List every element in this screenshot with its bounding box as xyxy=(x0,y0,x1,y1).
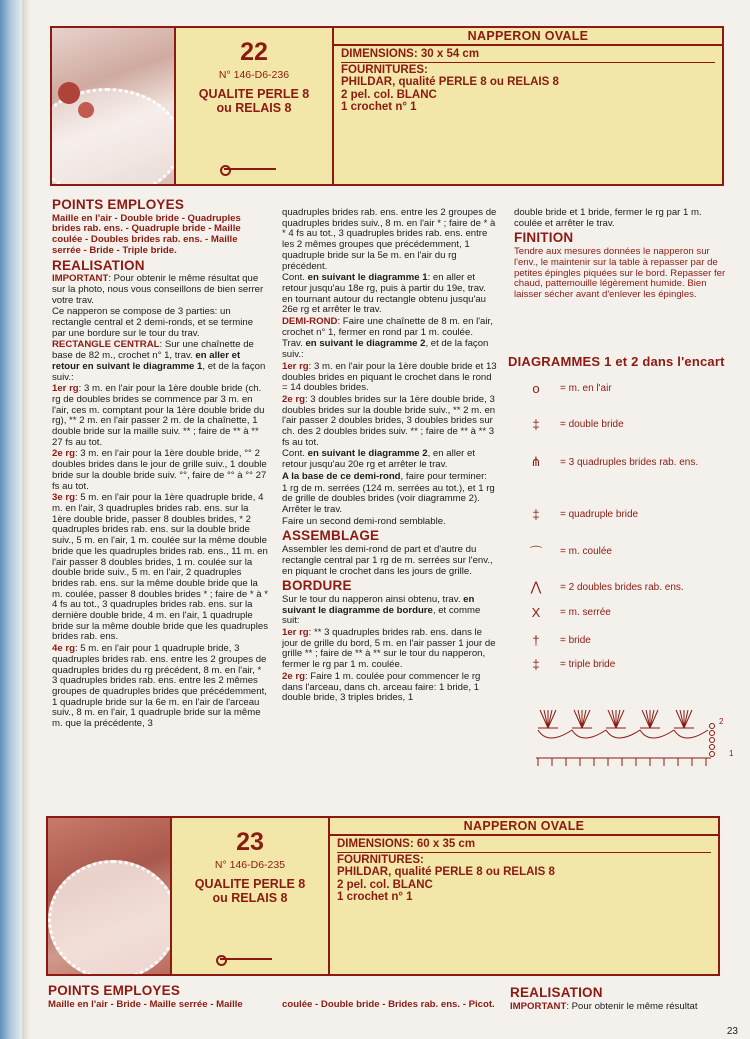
important-note: IMPORTANT: Pour obtenir le même résultat xyxy=(510,1000,698,1012)
crochet-hook-icon xyxy=(224,168,276,170)
section-heading: REALISATION xyxy=(510,985,603,1000)
bordure-diagram xyxy=(536,706,736,766)
bottom-col-2 xyxy=(282,1000,498,1012)
row-4: 4e rg: 5 m. en l'air pour 1 quadruple bride, 3 quadruples brides rab. ens. entre les 2 groupes de quadruples brides du rg précédent, 8 m. en l'air, * 3 quadruples brides rab. ens. entre les 2 mêmes groupes de quadruples brides que précédemment, 1 quadruple bride sur la 6e m. en l'air de l'arceau suiv., 8 m. en l'air, 1 quadruple bride sur la même m. que la précédente, 3 xyxy=(52,643,267,730)
stitch-symbol-icon: ‡ xyxy=(532,656,540,672)
bordure-row-1: 1er rg: ** 3 quadruples brides rab. ens. dans le jour de grille du bord, 5 m. en l'air passer 1 jour de grille ** ; faire de ** à ** sur le tour du napperon, fermer le rg par 1 m. coulée. xyxy=(282,627,496,671)
legend-label: = m. en l'air xyxy=(560,382,612,394)
yarn-quality: QUALITE PERLE 8 ou RELAIS 8 xyxy=(194,877,306,905)
dimensions: DIMENSIONS: 60 x 35 cm xyxy=(337,838,711,853)
legend-label: = triple bride xyxy=(560,658,616,670)
page-number: 23 xyxy=(726,1026,738,1037)
legend-label: = quadruple bride xyxy=(560,508,639,520)
supplies-label: FOURNITURES: xyxy=(341,63,428,76)
row-label: 2 xyxy=(719,717,724,726)
assemblage-text: Assembler les demi-rond de part et d'autre du rectangle central par 1 rg de m. serrées sur l'env., en piquant le crochet dans les jours de grille. xyxy=(282,544,493,577)
pattern-22-spec xyxy=(334,28,722,184)
supply-item: PHILDAR, qualité PERLE 8 ou RELAIS 8 xyxy=(337,866,555,879)
important-note: IMPORTANT: Pour obtenir le même résultat que sur la photo, nous vous conseillons de bien serrer votre trav. xyxy=(52,273,264,306)
base-instruction: A la base de ce demi-rond, faire pour terminer: xyxy=(282,470,487,482)
pattern-number: 23 xyxy=(236,828,264,856)
stitch-symbol-icon: o xyxy=(532,380,540,396)
supply-item: 2 pel. col. BLANC xyxy=(341,88,437,101)
base-list: 1 rg de m. serrées (124 m. serrées au tot.), et 1 rg de grille de doubles brides (voir diagramme 2). Arrêter le trav. xyxy=(282,482,495,515)
supply-item: 1 crochet n° 1 xyxy=(337,891,413,904)
legend-label: = bride xyxy=(560,634,591,646)
pattern-23-info xyxy=(172,818,330,974)
section-heading: FINITION xyxy=(514,230,574,246)
crochet-hook-icon xyxy=(220,958,272,960)
section-heading: REALISATION xyxy=(52,257,145,273)
pattern-22-info xyxy=(176,28,334,184)
pattern-23-photo xyxy=(48,818,172,974)
legend-label: = 3 quadruples brides rab. ens. xyxy=(560,456,699,468)
demi-row-1: 1er rg: 3 m. en l'air pour la 1ère double bride et 13 doubles brides en piquant le crochet dans le rond = 14 doubles brides. xyxy=(282,360,497,394)
yarn-quality: QUALITE PERLE 8 ou RELAIS 8 xyxy=(198,87,310,115)
pattern-title: NAPPERON OVALE xyxy=(334,28,722,46)
supplies-label: FOURNITURES: xyxy=(337,853,424,866)
pattern-title: NAPPERON OVALE xyxy=(330,818,718,836)
demi-rond-intro: DEMI-ROND: Faire une chaînette de 8 m. en l'air, crochet n° 1, fermer en rond par 1 m. coulée. xyxy=(282,316,493,338)
pattern-23-header xyxy=(46,816,720,976)
row-label: 1 xyxy=(729,749,734,758)
binding-edge xyxy=(0,0,22,1039)
stitch-symbol-icon: X xyxy=(531,604,541,620)
bordure-intro: Sur le tour du napperon ainsi obtenu, trav. en suivant le diagramme de bordure, et comme suit: xyxy=(282,593,481,627)
bottom-col-1 xyxy=(48,983,278,1011)
continue-instruction: Cont. en suivant le diagramme 2, en aller et retour jusqu'au 20e rg et arrêter le trav. xyxy=(282,448,476,471)
stitch-symbol-icon: ‡ xyxy=(532,506,540,522)
column-3 xyxy=(514,208,730,302)
bottom-col-3 xyxy=(510,985,730,1013)
second-piece: Faire un second demi-rond semblable. xyxy=(282,515,446,527)
row-2: 2e rg: 3 m. en l'air pour la 1ère double bride, °° 2 doubles brides dans le jour de grille suiv., 1 double bride sur la double bride suiv. °°, faire de °° à °° 27 fs au tot. xyxy=(52,448,267,492)
section-heading: POINTS EMPLOYES xyxy=(52,197,185,212)
pattern-22-header xyxy=(50,26,724,186)
bordure-row-2: 2e rg: Faire 1 m. coulée pour commencer le rg dans l'arceau, dans ch. arceau faire: 1 bride, 1 double bride, 3 triples brides, 1 xyxy=(282,670,481,704)
demi-rond-trav: Trav. en suivant le diagramme 2, et de la façon suiv.: xyxy=(282,338,489,361)
row-4-continued: quadruples brides rab. ens. entre les 2 groupes de quadruples brides suiv., 8 m. en l'air * ; faire de * à * 4 fs au tot., 3 quadruples brides rab. ens. entre les 2 mêmes groupes que précédemment, 1 quadruple bride sur la 5e m. en l'air du rg précédent. xyxy=(282,207,497,272)
supply-item: 2 pel. col. BLANC xyxy=(337,878,433,891)
legend-label: = m. serrée xyxy=(560,606,611,618)
legend-label: = m. coulée xyxy=(560,545,612,557)
binding-shadow xyxy=(22,0,30,1039)
diagram-legend xyxy=(508,350,738,372)
column-2 xyxy=(282,208,498,705)
legend-label: = double bride xyxy=(560,418,624,430)
pattern-22-photo xyxy=(52,28,176,184)
stitch-symbol-icon: ⋀ xyxy=(530,579,542,594)
stitch-symbol-icon: ‡ xyxy=(532,416,540,432)
pattern-number: 22 xyxy=(240,38,268,66)
stitch-symbol-icon: ⌒ xyxy=(529,544,543,560)
legend-label: = 2 doubles brides rab. ens. xyxy=(560,581,684,593)
stitch-symbol-icon: ⋔ xyxy=(530,454,542,469)
intro-text: Ce napperon se compose de 3 parties: un rectangle central et 2 demi-ronds, et se termine par une bordure sur le tour du trav. xyxy=(52,306,254,339)
section-heading: BORDURE xyxy=(282,578,352,594)
demi-row-2: 2e rg: 3 doubles brides sur la 1ère double bride, 3 doubles brides sur la double bride suiv., ** 2 m. en l'air passer 2 doubles brides, 3 doubles brides sur ch. des 2 doubles brides suiv. ** ; faire de ** à ** 3 fs au tot. xyxy=(282,393,496,448)
row-3: 3e rg: 5 m. en l'air pour la 1ère quadruple bride, 4 m. en l'air, 3 quadruples brides rab. ens. sur la 1ère double bride, passer 8 doubles brides, * 2 quadruples brides rab. ens. sur la double bride suiv., 5 m. en l'air, 1 m. coulée sur la même double bride que les quadruples brides rab. ens., 11 m. en l'air passer 8 doubles brides, 1 m. coulée sur la double bride suiv., 5 m. en l'air, 2 quadruples brides rab. ens. sur la même double bride que la m. coulée, passer 8 doubles brides * ; faire de * à * 4 fs au tot., 3 quadruples brides rab. ens. sur la dernière double bride, 4 m. en l'air, 1 quadruple bride sur la même double bride que les quadruples brides rab. ens. xyxy=(52,492,268,643)
row-1: 1er rg: 3 m. en l'air pour la 1ère double bride (ch. rg de doubles brides se commence par 3 m. en l'air, ces m. comptant pour la 1ère double bride du rg), ** 2 m. en l'air passer 2 m. de la chaînette, 1 double bride sur la maille suiv. ** ; faire de ** à ** 27 fs au tot. xyxy=(52,383,265,448)
stitch-symbol-icon: † xyxy=(532,632,540,648)
bordure-continued: double bride et 1 bride, fermer le rg par 1 m. coulée et arrêter le trav. xyxy=(514,207,702,229)
finition-text: Tendre aux mesures données le napperon sur l'env., le maintenir sur la table à repasser par de petites épingles piquées sur le bord. Repasser fer chaud, pattemouille légèrement humide. Bien laisser sécher avant d'enlever les épingles. xyxy=(514,246,726,300)
stitch-list: Maille en l'air - Double bride - Quadruples brides rab. ens. - Quadruple bride - Maille coulée - Doubles brides rab. ens. - Maille serrée - Bride - Triple bride. xyxy=(52,212,241,256)
pattern-reference: N° 146-D6-236 xyxy=(218,69,290,81)
section-heading: ASSEMBLAGE xyxy=(282,528,380,544)
section-heading: POINTS EMPLOYES xyxy=(48,983,181,998)
supply-item: 1 crochet n° 1 xyxy=(341,101,417,114)
supply-item: PHILDAR, qualité PERLE 8 ou RELAIS 8 xyxy=(341,76,559,89)
legend-title: DIAGRAMMES 1 et 2 dans l'encart xyxy=(508,354,725,369)
column-1 xyxy=(52,196,268,731)
dimensions: DIMENSIONS: 30 x 54 cm xyxy=(341,48,715,63)
stitch-list-continued: coulée - Double bride - Brides rab. ens. - Picot. xyxy=(282,999,495,1010)
stitch-list: Maille en l'air - Bride - Maille serrée - Maille xyxy=(48,998,243,1010)
pattern-23-spec xyxy=(330,818,718,974)
continue-instruction: Cont. en suivant le diagramme 1: en aller et retour jusqu'au 18e rg, puis à partir du 19e, trav. en tournant autour du rectangle obtenu jusqu'au 26e rg et arrêter le trav. xyxy=(282,272,486,316)
rectangle-intro: RECTANGLE CENTRAL: Sur une chaînette de base de 82 m., crochet n° 1, trav. en aller et retour en suivant le diagramme 1, et de la façon suiv.: xyxy=(52,339,266,383)
pattern-reference: N° 146-D6-235 xyxy=(214,859,286,871)
